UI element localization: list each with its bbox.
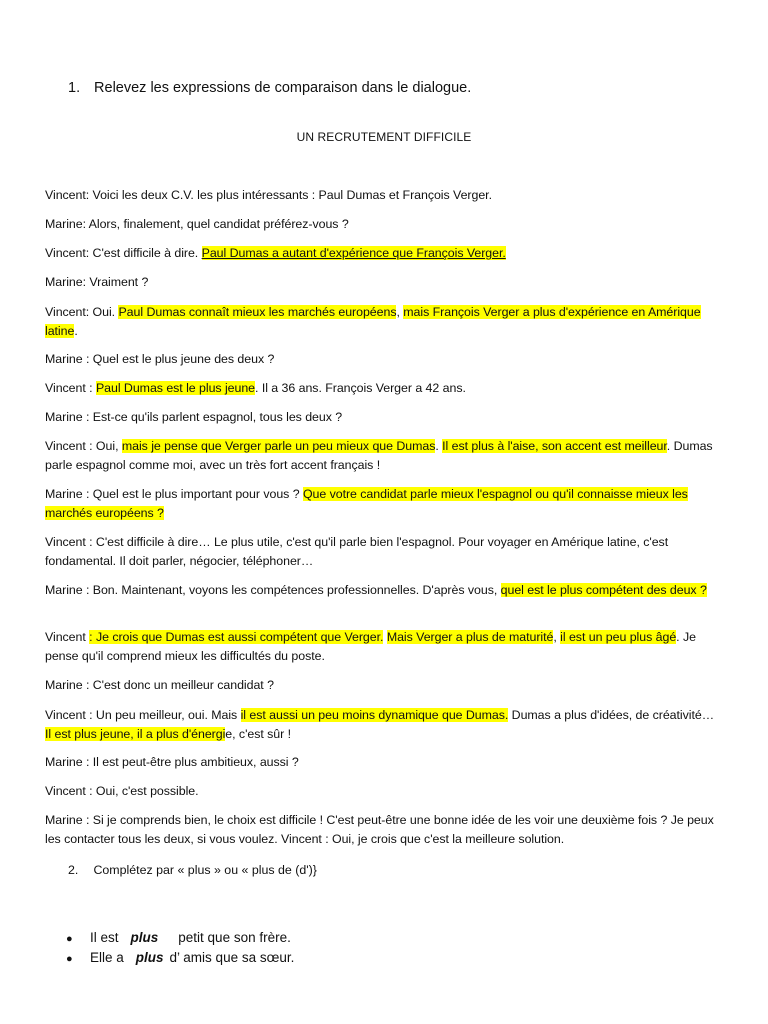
dialogue-line bbox=[45, 485, 721, 522]
highlighted-text: Il est plus à l'aise, son accent est meilleur bbox=[442, 439, 667, 453]
dialogue-line bbox=[45, 676, 721, 695]
highlighted-text: il est aussi un peu moins dynamique que Dumas. bbox=[240, 708, 509, 722]
dialogue-text: Marine: Alors, finalement, quel candidat préférez-vous ? bbox=[45, 217, 349, 231]
exercise-answer: plus bbox=[130, 930, 159, 945]
dialogue-text: Vincent: Voici les deux C.V. les plus intéressants : Paul Dumas et François Verger. bbox=[45, 188, 492, 202]
question-2 bbox=[68, 861, 317, 879]
dialogue-text: Marine : Quel est le plus jeune des deux ? bbox=[45, 352, 275, 366]
highlighted-text: : Je crois que Dumas est aussi compétent que Verger. bbox=[89, 630, 384, 644]
dialogue-text: Vincent : Un peu meilleur, oui. Mais bbox=[45, 708, 241, 722]
dialogue-text: Marine : Quel est le plus important pour vous ? bbox=[45, 487, 303, 501]
dialogue-line bbox=[45, 581, 721, 600]
highlighted-text: quel est le plus compétent des deux ? bbox=[500, 583, 707, 597]
dialogue-text: Dumas a plus d'idées, de créativité… bbox=[508, 708, 715, 722]
highlighted-text: mais François Verger a plus d'expérience en Amérique latine bbox=[45, 305, 701, 338]
dialogue-line bbox=[45, 186, 721, 205]
dialogue-text: Marine : Il est peut-être plus ambitieux, aussi ? bbox=[45, 755, 299, 769]
highlighted-text: il est un peu plus âgé bbox=[560, 630, 677, 644]
highlighted-text: Que votre candidat parle mieux l'espagnol ou qu'il connaisse mieux les marchés européens ? bbox=[45, 487, 688, 520]
question-2-text: Complétez par « plus » ou « plus de (d')} bbox=[93, 863, 317, 877]
exercise-prefix: Il est bbox=[90, 930, 119, 945]
dialogue-line bbox=[45, 437, 721, 474]
highlighted-text: Mais Verger a plus de maturité bbox=[386, 630, 554, 644]
bullet-icon: ● bbox=[66, 933, 73, 945]
dialogue-text: Marine : Est-ce qu'ils parlent espagnol, tous les deux ? bbox=[45, 410, 343, 424]
question-1-text: Relevez les expressions de comparaison dans le dialogue. bbox=[94, 80, 472, 96]
dialogue-line bbox=[45, 782, 721, 801]
dialogue-line bbox=[45, 244, 721, 263]
dialogue-text: . bbox=[435, 439, 443, 453]
dialogue-text: Marine : Bon. Maintenant, voyons les compétences professionnelles. D'après vous, bbox=[45, 583, 501, 597]
dialogue-line bbox=[45, 706, 721, 743]
dialogue-text: , bbox=[553, 630, 561, 644]
document-title: UN RECRUTEMENT DIFFICILE bbox=[296, 130, 472, 144]
dialogue-text: . Il a 36 ans. François Verger a 42 ans. bbox=[255, 381, 466, 395]
highlighted-text: mais je pense que Verger parle un peu mieux que Dumas bbox=[121, 439, 436, 453]
dialogue-line bbox=[45, 273, 721, 292]
dialogue-text: . bbox=[74, 323, 78, 338]
dialogue-text: Marine : C'est donc un meilleur candidat ? bbox=[45, 678, 274, 692]
dialogue-text: , bbox=[396, 305, 404, 319]
exercise-suffix: d’ amis que sa sœur. bbox=[169, 950, 295, 965]
highlighted-text: Paul Dumas est le plus jeune bbox=[95, 381, 256, 395]
question-1 bbox=[68, 79, 471, 97]
exercise-prefix: Elle a bbox=[90, 950, 124, 965]
dialogue-text: Vincent: C'est difficile à dire. bbox=[45, 246, 202, 260]
question-1-number: 1. bbox=[68, 80, 81, 96]
dialogue-line bbox=[45, 215, 721, 234]
dialogue-text: Vincent : Oui, c'est possible. bbox=[45, 784, 199, 798]
highlighted-text: Paul Dumas a autant d'expérience que François Verger. bbox=[201, 246, 506, 260]
exercise-item bbox=[66, 929, 291, 948]
highlighted-text: Il est plus jeune, il a plus d'énergi bbox=[45, 726, 226, 741]
dialogue-text: Vincent : C'est difficile à dire… Le plus utile, c'est qu'il parle bien l'espagnol. Pour voyager en Amérique latine, c'est fondamental. Il doit parler, négocier, téléphoner… bbox=[45, 535, 669, 568]
highlighted-text: Paul Dumas connaît mieux les marchés européens bbox=[118, 305, 397, 319]
exercise-suffix: petit que son frère. bbox=[178, 930, 291, 945]
dialogue-text: Vincent bbox=[45, 630, 90, 644]
dialogue-line bbox=[45, 350, 721, 369]
dialogue-line bbox=[45, 303, 721, 340]
dialogue-text: . Je pense qu'il comprend mieux les difficultés du poste. bbox=[45, 630, 696, 663]
dialogue-text: Marine : Si je comprends bien, le choix est difficile ! C'est peut-être une bonne idée de les voir une deuxième fois ? Je peux les contacter tous les deux, si vous voulez. Vincent : Oui, je crois que c'est la meilleure solution. bbox=[45, 813, 714, 846]
exercise-item bbox=[66, 949, 294, 968]
bullet-icon: ● bbox=[66, 953, 73, 965]
dialogue-text: Vincent : Oui, bbox=[45, 439, 122, 453]
dialogue-text: Vincent : bbox=[45, 381, 96, 395]
dialogue-text: Vincent: Oui. bbox=[45, 305, 119, 319]
dialogue-line bbox=[45, 408, 721, 427]
dialogue-text: e, c'est sûr ! bbox=[225, 726, 292, 741]
dialogue-line bbox=[45, 628, 721, 665]
dialogue-text: Marine: Vraiment ? bbox=[45, 275, 149, 289]
question-2-number: 2. bbox=[68, 863, 79, 877]
dialogue-line bbox=[45, 533, 721, 570]
dialogue-line bbox=[45, 753, 721, 772]
dialogue-line bbox=[45, 811, 721, 848]
dialogue-line bbox=[45, 379, 721, 398]
exercise-answer: plus bbox=[135, 950, 164, 965]
dialogue-text: . Dumas parle espagnol comme moi, avec un très fort accent français ! bbox=[45, 439, 713, 472]
